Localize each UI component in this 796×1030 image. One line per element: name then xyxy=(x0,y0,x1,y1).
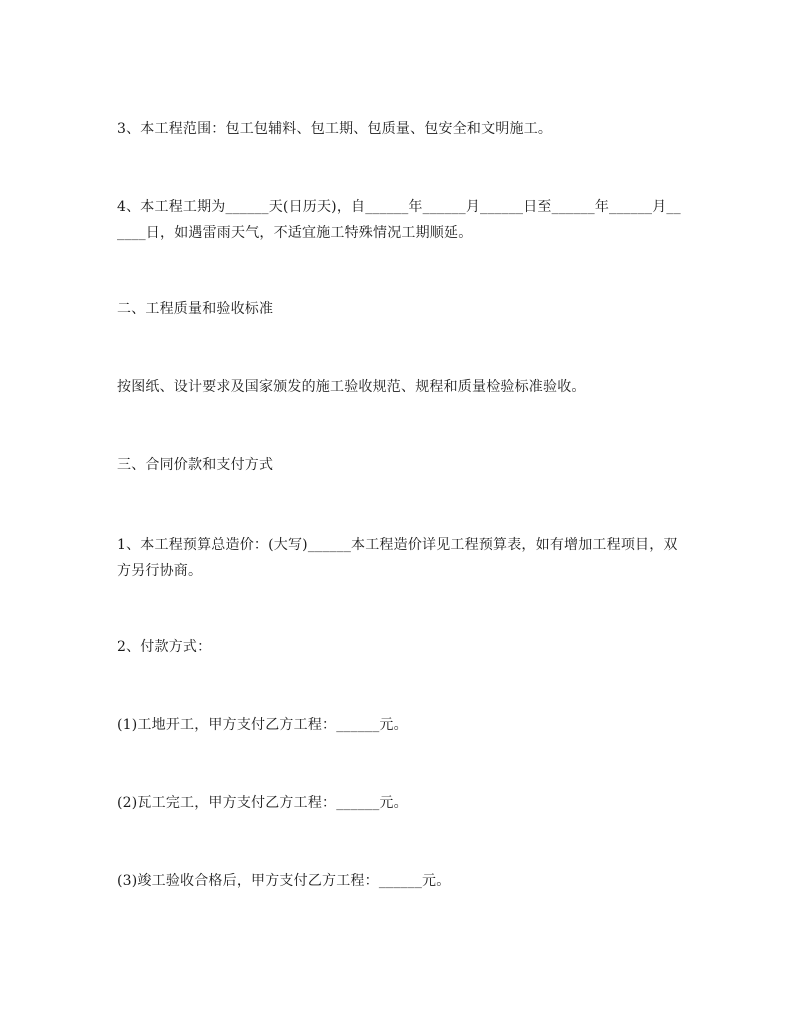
payment-item-3: (3)竣工验收合格后，甲方支付乙方工程：______元。 xyxy=(117,873,451,889)
clause-3-scope: 3、本工程范围：包工包辅料、包工期、包质量、包安全和文明施工。 xyxy=(117,121,553,137)
payment-item-2: (2)瓦工完工，甲方支付乙方工程：______元。 xyxy=(117,795,408,811)
section-3-heading: 三、合同价款和支付方式 xyxy=(117,457,274,473)
payment-item-1: (1)工地开工，甲方支付乙方工程：______元。 xyxy=(117,717,408,733)
section-2-heading: 二、工程质量和验收标准 xyxy=(117,301,274,317)
clause-4-duration: 4、本工程工期为______天(日历天)，自______年______月______日至______年______月______日，如遇雷雨天气，不适宜施工特殊情况工期顺延。 xyxy=(117,199,681,241)
clause-2-payment-method: 2、付款方式： xyxy=(117,639,212,655)
clause-1-total-price: 1、本工程预算总造价：(大写)______本工程造价详见工程预算表，如有增加工程项目，双方另行协商。 xyxy=(117,537,678,579)
acceptance-standard-text: 按图纸、设计要求及国家颁发的施工验收规范、规程和质量检验标准验收。 xyxy=(117,379,586,395)
